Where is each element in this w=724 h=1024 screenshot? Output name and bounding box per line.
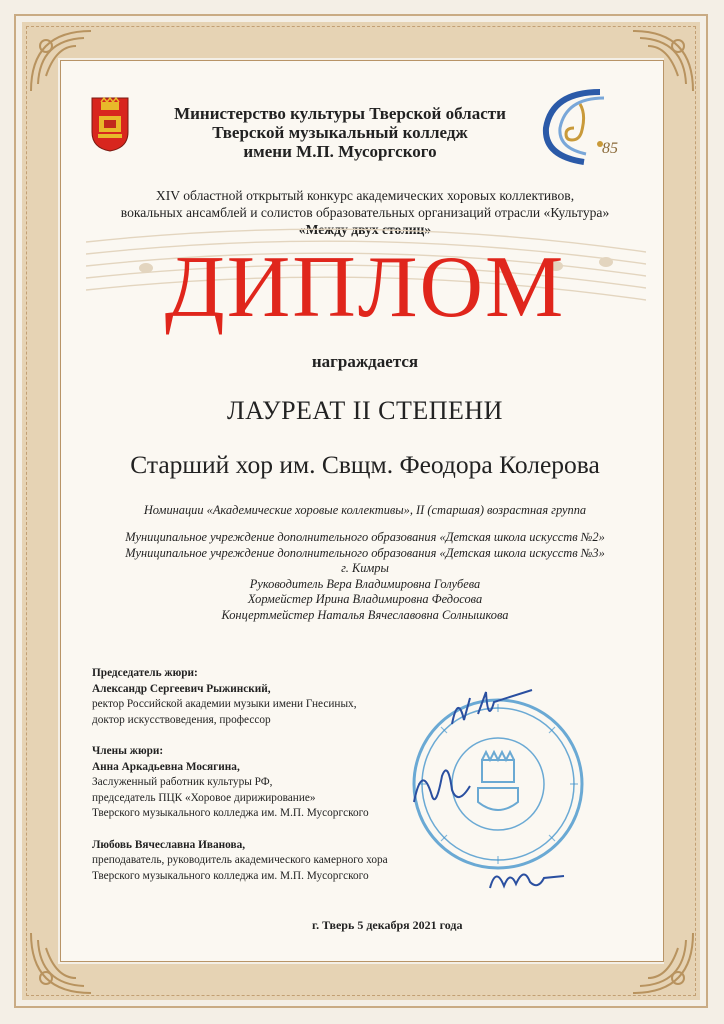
jury-member-desc: Тверского музыкального колледжа им. М.П. Мусоргского [92,869,369,882]
jury-member-desc: Заслуженный работник культуры РФ, [92,776,273,788]
choirmaster-line: Хормейстер Ирина Владимировна Федосова [247,592,483,606]
laureate-degree: ЛАУРЕАТ II СТЕПЕНИ [227,396,503,425]
jury-member-desc: преподаватель, руководитель академического камерного хора [92,854,388,866]
coat-of-arms-icon [90,96,130,152]
institution-line: Муниципальное учреждение дополнительного образования «Детская школа искусств №2» [125,530,605,544]
corner-ornament-icon [26,928,96,998]
accompanist-line: Концертмейстер Наталья Вячеславовна Солнышкова [221,607,509,622]
jury-block [92,666,452,900]
jury-member-desc: председатель ПЦК «Хоровое дирижирование» [92,791,316,804]
issue-date: г. Тверь 5 декабря 2021 года [312,918,463,932]
jury-member-name: Любовь Вячеславна Иванова, [92,838,246,851]
institutions-block [80,530,650,623]
jury-chair-desc: доктор искусствоведения, профессор [92,713,271,726]
institution-line: Муниципальное учреждение дополнительного образования «Детская школа искусств №3» [125,545,605,560]
anniversary-number: 85 [602,140,618,157]
jury-member [92,744,452,822]
jury-members-label: Члены жюри: [92,745,164,757]
ministry-header [150,104,530,161]
header-line: имени М.П. Мусоргского [243,142,437,161]
jury-member-name: Анна Аркадьевна Мосягина, [92,760,240,773]
contest-line: XIV областной открытый конкурс академических хоровых коллективов, [155,188,575,203]
corner-ornament-icon [628,26,698,96]
jury-chair-desc: ректор Российской академии музыки имени Гнесиных, [92,698,357,710]
jury-chair-label: Председатель жюри: [92,667,198,679]
chair-signature-icon [448,684,538,734]
header-line: Тверской музыкальный колледж [212,123,468,142]
diploma-title: ДИПЛОМ [164,239,566,336]
jury-member-desc: Тверского музыкального колледжа им. М.П. Мусоргского [92,807,369,819]
jury-chair-name: Александр Сергеевич Рыжинский, [92,682,271,695]
city-line: г. Кимры [341,561,389,575]
jury-member [92,838,452,885]
contest-line: вокальных ансамблей и солистов образовательных организаций отрасли «Культура» [120,205,610,220]
college-anniversary-logo-icon [538,84,634,168]
leader-line: Руководитель Вера Владимировна Голубева [249,576,481,591]
awarded-label: награждается [311,352,419,371]
nomination-text: Номинации «Академические хоровые коллективы», II (старшая) возрастная группа [143,503,587,517]
header-line: Министерство культуры Тверской области [174,104,506,123]
recipient-name: Старший хор им. Свщм. Феодора Колерова [130,450,600,479]
corner-ornament-icon [26,26,96,96]
corner-ornament-icon [628,928,698,998]
member-signature-icon [408,756,478,816]
jury-chair [92,666,452,728]
member-signature-icon [486,860,568,896]
contest-name: «Между двух столиц» [298,222,432,237]
